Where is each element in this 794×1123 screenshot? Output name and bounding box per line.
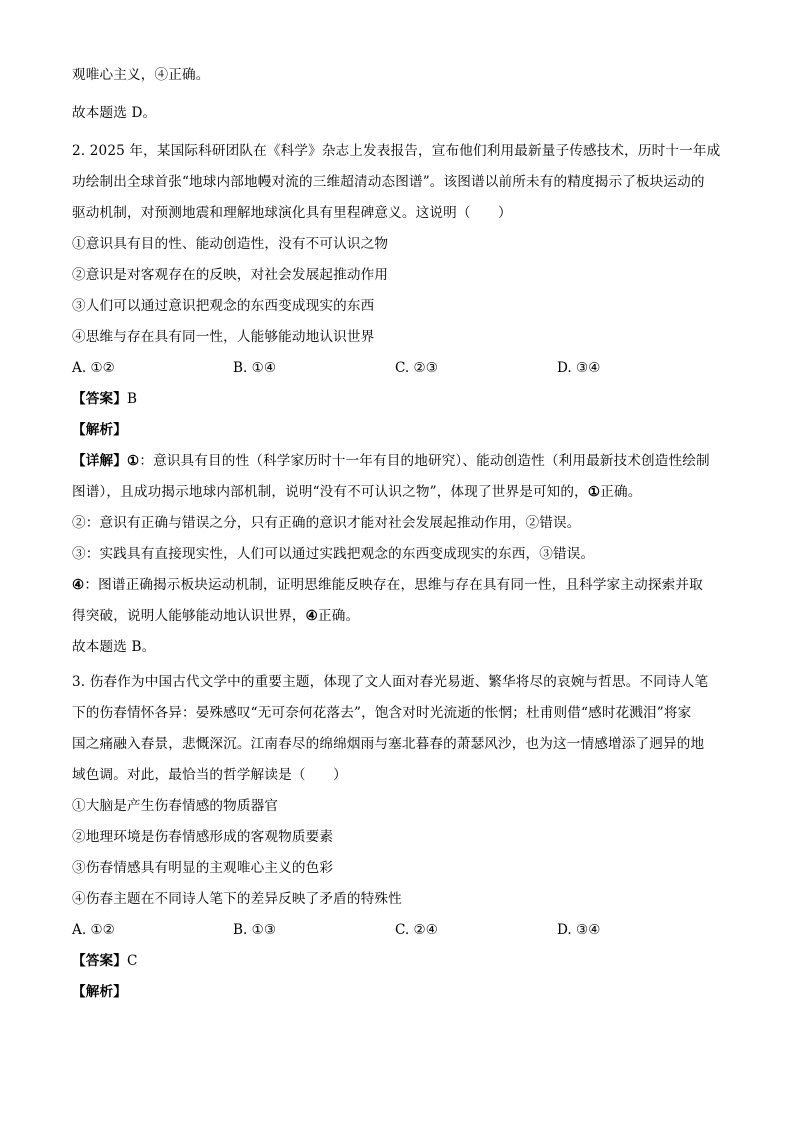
option-d: D. ③④ (557, 360, 601, 376)
detail-tag: 【详解】 (72, 453, 127, 469)
statement-item: ④思维与存在具有同一性，人能够能动地认识世界 (72, 329, 375, 345)
answer-line (72, 390, 137, 408)
option-c: C. ②④ (395, 922, 438, 938)
statement-item: ③伤春情感具有明显的主观唯心主义的色彩 (72, 860, 334, 876)
detail-line: ④：图谱正确揭示板块运动机制，证明思维能反映存在，思维与存在具有同一性，且科学家主动探索并取 (72, 577, 703, 593)
statement-item: ②地理环境是伤春情感形成的客观物质要素 (72, 829, 334, 845)
text-line: 故本题选 D。 (72, 105, 157, 121)
circled-number: ④ (305, 608, 318, 624)
question-2-stem: 功绘制出全球首张“地球内部地幔对流的三维超清动态图谱”。该图谱以前所未有的精度揭示了板块运动的 (72, 174, 705, 190)
analysis-line (72, 421, 127, 439)
question-3-stem: 3. 伤春作为中国古代文学中的重要主题，体现了文人面对春光易逝、繁华将尽的哀婉与哲思。不同诗人笔 (72, 674, 709, 690)
analysis-tag: 【解析】 (72, 422, 127, 438)
question-3-stem: 下的伤春情怀各异：晏殊感叹“无可奈何花落去”，饱含对时光流逝的怅惘；杜甫则借“感时花溅泪”将家 (72, 705, 692, 721)
statement-item: ①意识具有目的性、能动创造性，没有不可认识之物 (72, 236, 389, 252)
option-d: D. ③④ (557, 922, 601, 938)
option-c: C. ②③ (395, 360, 438, 376)
question-2-stem: 2. 2025 年，某国际科研团队在《科学》杂志上发表报告，宣布他们利用最新量子传感技术，历时十一年成 (72, 143, 721, 159)
option-a: A. ①② (72, 922, 115, 938)
analysis-line (72, 983, 127, 1001)
statement-item: ③人们可以通过意识把观念的东西变成现实的东西 (72, 298, 375, 314)
option-b: B. ①③ (233, 922, 277, 938)
detail-line: ③：实践具有直接现实性，人们可以通过实践把观念的东西变成现实的东西，③错误。 (72, 546, 595, 562)
question-3-stem: 域色调。对此，最恰当的哲学解读是（ ） (72, 767, 347, 783)
option-b: B. ①④ (233, 360, 277, 376)
detail-line: 得突破，说明人能够能动地认识世界，④正确。 (72, 608, 360, 624)
text-line: 故本题选 B。 (72, 639, 156, 655)
analysis-tag: 【解析】 (72, 984, 127, 1000)
question-2-options (72, 359, 722, 377)
question-3-options (72, 921, 722, 939)
answer-value: B (126, 391, 138, 407)
question-3-stem: 国之痛融入春景，悲慨深沉。江南春尽的绵绵烟雨与塞北暮春的萧瑟风沙，也为这一情感增添了迥异的地 (72, 736, 705, 752)
circled-number: ④ (72, 577, 85, 593)
circled-number: ① (126, 453, 140, 469)
answer-tag: 【答案】 (72, 391, 127, 407)
answer-value: C (126, 953, 138, 969)
option-a: A. ①② (72, 360, 115, 376)
answer-line (72, 952, 138, 970)
statement-item: ④伤春主题在不同诗人笔下的差异反映了矛盾的特殊性 (72, 891, 402, 907)
detail-line: ②：意识有正确与错误之分，只有正确的意识才能对社会发展起推动作用，②错误。 (72, 515, 581, 531)
circled-number: ① (587, 484, 601, 500)
answer-tag: 【答案】 (72, 953, 127, 969)
question-2-stem: 驱动机制，对预测地震和理解地球演化具有里程碑意义。这说明（ ） (72, 205, 512, 221)
detail-line: 图谱），且成功揭示地球内部机制，说明“没有不可认识之物”，体现了世界是可知的，①正确。 (72, 484, 642, 500)
detail-line: 【详解】①：意识具有目的性（科学家历时十一年有目的地研究）、能动创造性（利用最新技术创造性绘制 (72, 453, 710, 469)
statement-item: ②意识是对客观存在的反映，对社会发展起推动作用 (72, 267, 389, 283)
statement-item: ①大脑是产生伤春情感的物质器官 (72, 798, 279, 814)
text-line: 观唯心主义，④正确。 (72, 67, 210, 83)
